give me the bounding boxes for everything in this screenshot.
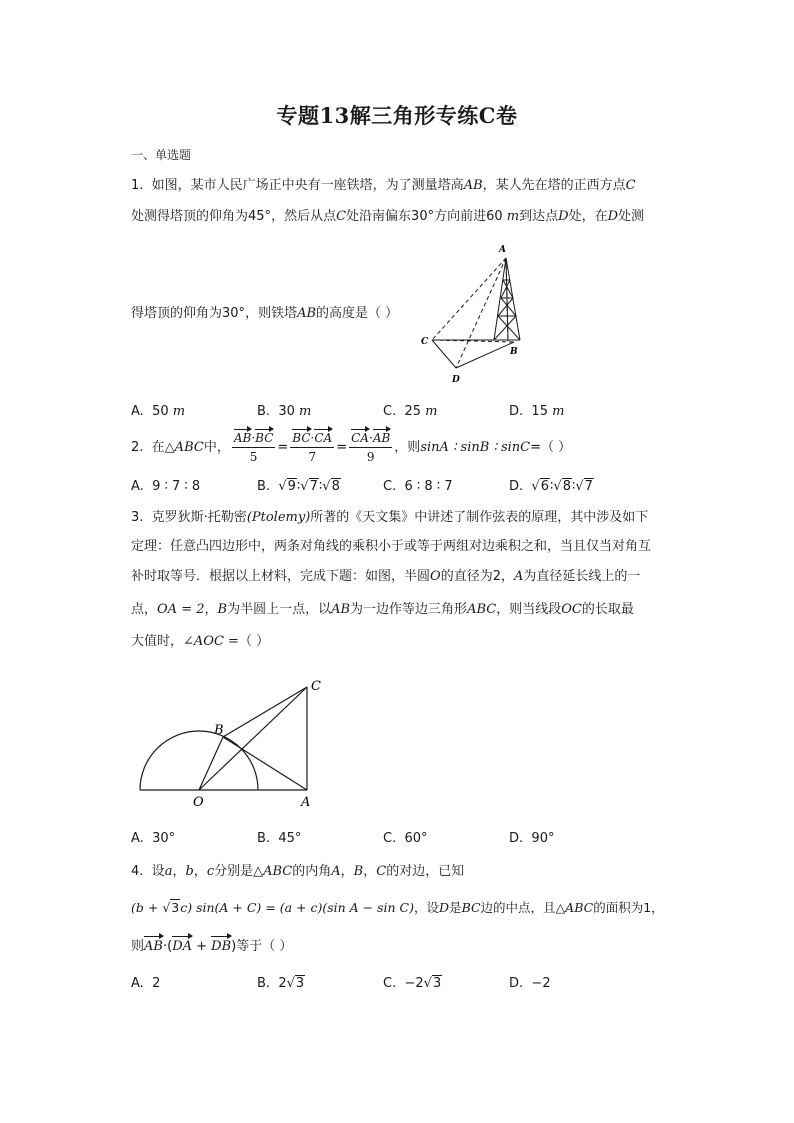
q3-semicircle-figure (130, 670, 330, 812)
q1-option-c[interactable]: C. 25 m (383, 404, 438, 419)
q1-line2: 处测得塔顶的仰角为45°，然后从点C处沿南偏东30°方向前进60 m到达点D处，在D处测 (131, 209, 645, 224)
q3-option-d[interactable]: D. 90° (509, 831, 555, 846)
q4-line3: 则AB·(DA + DB)等于（ ） (131, 937, 292, 957)
q2-option-d[interactable]: D. √6∶√8∶√7 (509, 479, 593, 494)
q1-label-c: C (421, 337, 429, 347)
q2-line1: 2. 在 △ABC 中， $\frac{AB\cdot BC}{5}$ = $\frac{BC\cdot CA}{7}$ = $\frac{CA\cdot AB}{9}$ ，则 sinA ∶ sinB ∶ sinC =（ ） (131, 431, 572, 464)
q1-tower-figure (418, 240, 530, 386)
q4-option-c[interactable]: C. −2√3 (383, 976, 442, 991)
q1-option-d[interactable]: D. 15 m (509, 404, 565, 419)
q1-label-b: B (510, 347, 518, 357)
q1-number: 1. (131, 178, 144, 193)
q3-line3: 补时取等号．根据以上材料，完成下题：如图，半圆O的直径为2，A为直径延长线上的一 (131, 569, 641, 584)
q1-option-a[interactable]: A. 50 m (131, 404, 186, 419)
q2-option-b[interactable]: B. √9∶√7∶√8 (257, 479, 340, 494)
q4-number: 4. (131, 864, 144, 879)
q2-number: 2. (131, 439, 144, 455)
q4-option-a[interactable]: A. 2 (131, 976, 161, 991)
q4-option-b[interactable]: B. 2√3 (257, 976, 305, 991)
q1-line1: 1. 如图，某市人民广场正中央有一座铁塔，为了测量塔高AB，某人先在塔的正西方点C (131, 178, 636, 193)
q3-line1: 3. 克罗狄斯·托勒密(Ptolemy)所著的《天文集》中讲述了制作弦表的原理，其中涉及如下 (131, 510, 649, 525)
q3-option-a[interactable]: A. 30° (131, 831, 176, 846)
q3-line5: 大值时，∠AOC =（ ） (131, 634, 270, 649)
q4-line1: 4. 设a，b，c分别是△ABC的内角A，B，C的对边，已知 (131, 864, 465, 879)
q2-option-c[interactable]: C. 6 ∶ 8 ∶ 7 (383, 479, 453, 494)
q3-option-b[interactable]: B. 45° (257, 831, 302, 846)
q1-label-d: D (452, 375, 460, 385)
q3-label-c: C (311, 679, 321, 694)
q2-fraction-2: $\frac{BC\cdot CA}{7}$ (292, 431, 333, 464)
q3-option-c[interactable]: C. 60° (383, 831, 428, 846)
q3-line4: 点，OA = 2，B为半圆上一点，以AB为一边作等边三角形ABC，则当线段OC的长取最 (131, 602, 634, 617)
q1-label-a: A (499, 245, 506, 255)
q1-line3: 得塔顶的仰角为30°，则铁塔AB的高度是（ ） (131, 306, 399, 321)
q3-label-o: O (193, 795, 204, 810)
q3-line2: 定理：任意凸四边形中，两条对角线的乘积小于或等于两组对边乘积之和，当且仅当对角互 (131, 539, 652, 554)
page-title: 专题13解三角形专练C卷 (276, 103, 518, 128)
q2-fraction-1: $\frac{AB\cdot BC}{5}$ (233, 431, 274, 464)
q3-label-a: A (301, 795, 311, 810)
q2-fraction-3: $\frac{CA\cdot AB}{9}$ (351, 431, 391, 464)
q4-option-d[interactable]: D. −2 (509, 976, 551, 991)
q3-number: 3. (131, 510, 144, 525)
q4-line2: (b + √3c) sin(A + C) = (a + c)(sin A − sin C)，设D是BC边的中点，且△ABC的面积为1， (131, 900, 664, 915)
q1-option-b[interactable]: B. 30 m (257, 404, 312, 419)
q2-option-a[interactable]: A. 9 ∶ 7 ∶ 8 (131, 479, 201, 494)
q3-label-b: B (214, 723, 224, 738)
section-heading: 一、单选题 (131, 148, 192, 162)
